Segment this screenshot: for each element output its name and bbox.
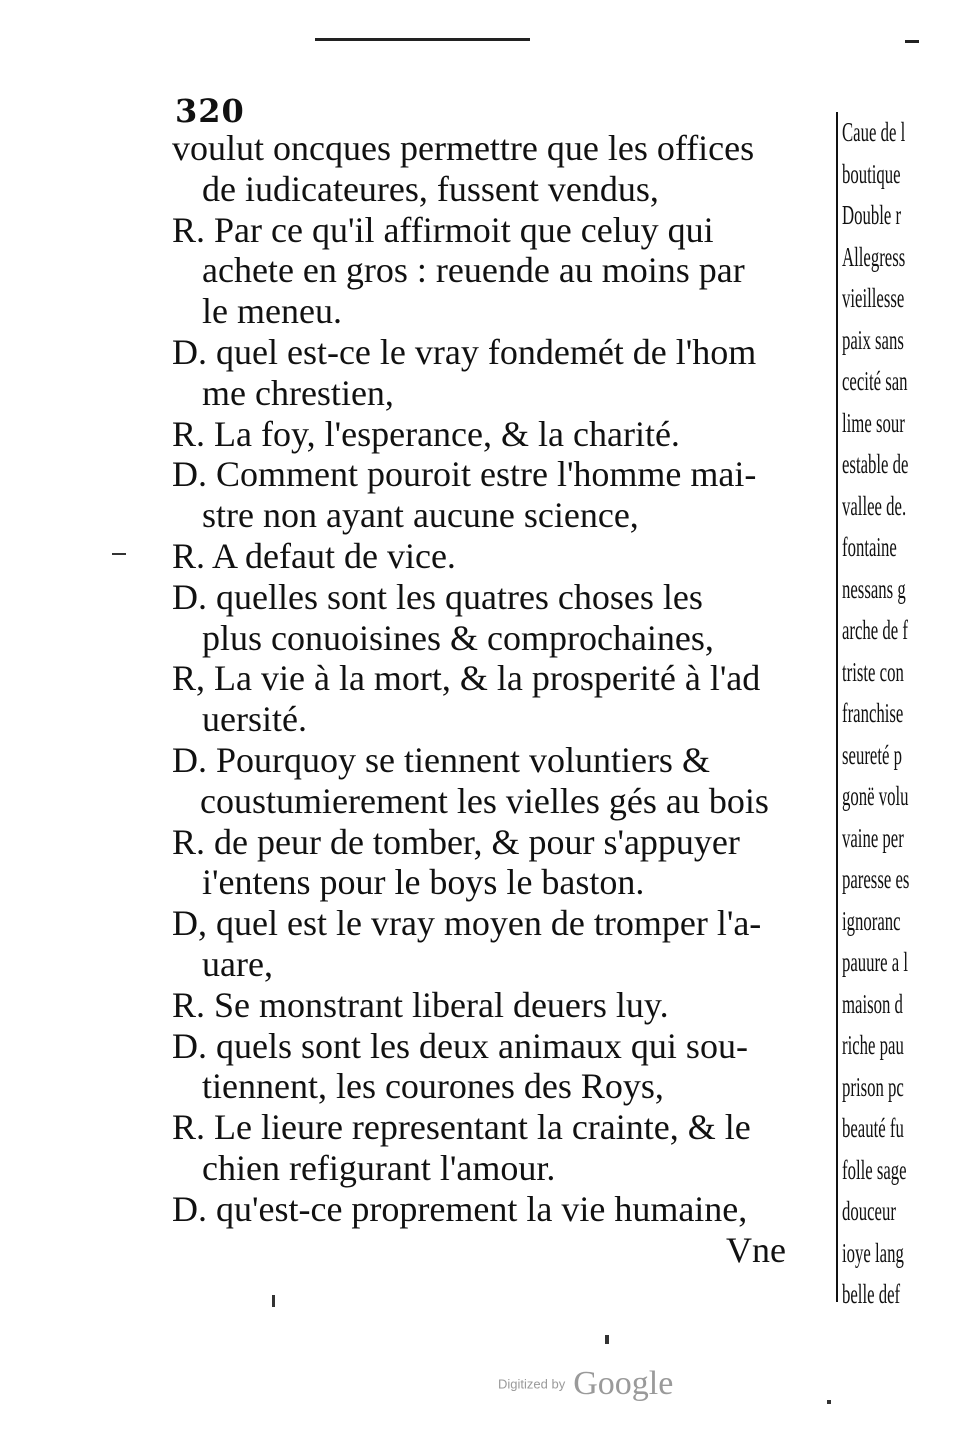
text-line: plus conuoisines & comprochaines, (202, 617, 714, 658)
text-line: R. Le lieure representant la crainte, & le (172, 1107, 751, 1148)
facing-page-line: triste con (842, 656, 904, 687)
text-line: D. quelles sont les quatres choses les (172, 576, 703, 617)
text-line: D. quels sont les deux animaux qui sou- (172, 1025, 748, 1066)
facing-page-lines (842, 112, 909, 1312)
facing-page-line: arche de f (842, 615, 908, 645)
facing-page-line: Allegress (842, 241, 906, 272)
facing-page-line: seureté p (842, 739, 902, 770)
text-line: me chrestien, (202, 372, 394, 413)
facing-page-line: lime sour (842, 407, 905, 438)
text-line: D, quel est le vray moyen de tromper l'a- (172, 903, 762, 944)
digitized-by-google-watermark (498, 1365, 673, 1403)
top-rule-right (905, 40, 919, 43)
text-line: R. La foy, l'esperance, & la charité. (172, 413, 680, 454)
facing-page-line: vallee de. (842, 490, 907, 521)
text-line: D. Pourquoy se tiennent voluntiers & (172, 739, 710, 780)
facing-page-line: ioye lang (842, 1237, 904, 1268)
facing-page-line: gonë volu (842, 781, 909, 811)
facing-page-line: nessans g (842, 573, 906, 604)
text-line: stre non ayant aucune science, (202, 495, 639, 536)
ink-speck (272, 1295, 275, 1307)
text-line: uersité. (202, 699, 307, 740)
facing-page-line: belle def (842, 1279, 901, 1309)
facing-page-line: paix sans (842, 324, 904, 355)
facing-page-line: franchise (842, 698, 904, 728)
watermark-prefix: Digitized by (498, 1376, 566, 1392)
catchword: Vne (726, 1229, 786, 1270)
facing-page-line: folle sage (842, 1154, 907, 1185)
text-line: R. de peur de tomber, & pour s'appuyer (172, 821, 740, 862)
facing-page-line: vaine per (842, 822, 904, 853)
facing-page-line: prison pc (842, 1071, 904, 1102)
text-line: D. qu'est-ce proprement la vie humaine, (172, 1188, 748, 1229)
text-line: R. Se monstrant liberal deuers luy. (172, 984, 669, 1025)
facing-page-line: Caue de l (842, 117, 906, 147)
text-line: R. A defaut de vice. (172, 535, 456, 576)
google-logo: Google (573, 1365, 674, 1402)
facing-page-line: douceur (842, 1196, 896, 1226)
facing-page-line: estable de (842, 449, 909, 479)
ink-speck (112, 553, 126, 555)
text-line: D. quel est-ce le vray fondemét de l'hom (172, 331, 757, 372)
ink-speck (827, 1400, 831, 1404)
text-line: uare, (202, 943, 273, 984)
facing-page-line: riche pau (842, 1030, 904, 1060)
top-rule (315, 38, 530, 41)
text-line: R. Par ce qu'il affirmoit que celuy qui (172, 209, 714, 250)
facing-page-line: cecité san (842, 366, 908, 396)
text-line: le meneu. (202, 291, 342, 332)
facing-page-line: pauure a l (842, 947, 909, 977)
text-line: voulut oncques permettre que les offices (172, 128, 755, 168)
facing-page-line: fontaine (842, 532, 897, 562)
text-line: R, La vie à la mort, & la prosperité à l'ad (172, 658, 761, 699)
text-line: D. Comment pouroit estre l'homme mai- (172, 454, 757, 495)
facing-page-line: beauté fu (842, 1113, 904, 1143)
facing-page-line: maison d (842, 988, 903, 1019)
text-line: tiennent, les courones des Roys, (202, 1066, 664, 1107)
page-number: 320 (175, 92, 245, 130)
facing-page-line: boutique (842, 158, 901, 189)
text-line: de iudicateures, fussent vendus, (202, 168, 659, 209)
page-body (172, 128, 792, 1270)
ink-speck (605, 1335, 609, 1344)
facing-page-line: paresse es (842, 864, 910, 894)
facing-page-line: Double r (842, 200, 902, 230)
facing-page-fragment (836, 112, 957, 1312)
text-line: i'entens pour le boys le baston. (202, 862, 645, 903)
text-line: coustumierement les vielles gés au bois (200, 780, 769, 821)
text-line: achete en gros : reuende au moins par (202, 250, 745, 291)
facing-page-line: ignoranc (842, 905, 901, 936)
facing-page-line: vieillesse (842, 283, 905, 313)
text-line: chien refigurant l'amour. (202, 1147, 556, 1188)
